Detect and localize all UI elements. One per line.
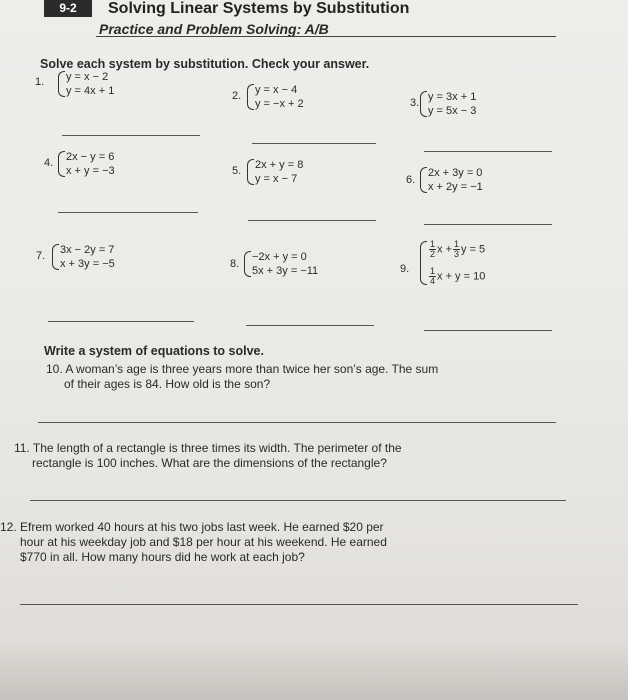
problem-9-answer-line[interactable] <box>424 330 552 331</box>
problem-7-eq1: 3x − 2y = 7 <box>60 244 115 256</box>
problem-2-number: 2. <box>232 90 242 102</box>
problem-4-number: 4. <box>44 157 54 169</box>
problem-10-answer-line[interactable] <box>38 422 556 423</box>
problem-5-system <box>247 158 303 186</box>
problem-9-system <box>420 240 485 286</box>
fraction-one-half: $\frac{1}{2}$ <box>430 239 436 259</box>
problem-1-number: 1. <box>35 76 45 88</box>
worksheet-subtitle: Practice and Problem Solving: A/B <box>99 21 329 37</box>
problem-2-eq2: y = −x + 2 <box>255 98 304 110</box>
problem-10: 10. A woman’s age is three years more than twice her son’s age. The sum of their ages is 84. How old is the son? <box>46 362 439 391</box>
lesson-tag: 9-2 <box>44 0 92 17</box>
problem-7-answer-line[interactable] <box>48 321 194 322</box>
worksheet-title: Solving Linear Systems by Substitution <box>108 0 410 17</box>
problem-11: 11. The length of a rectangle is three times its width. The perimeter of the rectangle is 100 inches. What are the dimensions of the rectangle? <box>14 441 402 470</box>
problem-2-answer-line[interactable] <box>252 143 376 144</box>
fraction-one-third: $\frac{1}{3}$ <box>454 239 460 259</box>
problem-7-system <box>52 243 115 271</box>
problem-6-answer-line[interactable] <box>424 224 552 225</box>
fraction-one-quarter: $\frac{1}{4}$ <box>430 266 436 286</box>
header-rule <box>96 36 556 37</box>
problem-7-number: 7. <box>36 250 46 262</box>
problem-4-answer-line[interactable] <box>58 212 198 213</box>
problem-8-system <box>244 250 318 278</box>
problem-1-eq2: y = 4x + 1 <box>66 85 115 97</box>
instructions: Solve each system by substitution. Check your answer. <box>40 57 370 71</box>
problem-8-eq1: −2x + y = 0 <box>252 251 307 263</box>
problem-9-eq2: $\frac{1}{4}$ x + y = 10 <box>430 266 486 286</box>
problem-8-number: 8. <box>230 258 240 270</box>
problem-4-eq2: x + y = −3 <box>66 165 115 177</box>
problem-3-number: 3. <box>410 97 420 109</box>
problem-4-system <box>58 150 115 178</box>
problem-6-eq2: x + 2y = −1 <box>428 181 483 193</box>
problem-3-answer-line[interactable] <box>424 151 552 152</box>
problem-6-eq1: 2x + 3y = 0 <box>428 167 483 179</box>
problem-2-system <box>247 83 304 111</box>
problem-12: 12. Efrem worked 40 hours at his two jobs last week. He earned $20 per hour at his weekday job and $18 per hour at his weekend. He earned $770 in all. How many hours did he work at each job? <box>0 520 387 564</box>
problem-1-answer-line[interactable] <box>62 135 200 136</box>
problem-9-number: 9. <box>400 263 410 275</box>
problem-7-eq2: x + 3y = −5 <box>60 258 115 270</box>
problem-9-eq1: $\frac{1}{2}$ x + $\frac{1}{3}$ y = 5 <box>430 239 486 259</box>
problem-5-eq1: 2x + y = 8 <box>255 159 304 171</box>
problem-3-system <box>420 90 476 118</box>
problem-3-eq2: y = 5x − 3 <box>428 105 477 117</box>
problem-1-system <box>58 70 114 98</box>
problem-3-eq1: y = 3x + 1 <box>428 91 477 103</box>
problem-8-eq2: 5x + 3y = −11 <box>252 265 319 277</box>
problem-5-number: 5. <box>232 165 242 177</box>
problem-8-answer-line[interactable] <box>246 325 374 326</box>
section-title: Write a system of equations to solve. <box>44 344 264 358</box>
problem-6-number: 6. <box>406 174 416 186</box>
problem-6-system <box>420 166 483 194</box>
page-shadow <box>0 640 628 700</box>
problem-5-eq2: y = x − 7 <box>255 173 298 185</box>
problem-4-eq1: 2x − y = 6 <box>66 151 115 163</box>
problem-5-answer-line[interactable] <box>248 220 376 221</box>
problem-12-answer-line[interactable] <box>20 604 578 605</box>
problem-2-eq1: y = x − 4 <box>255 84 298 96</box>
problem-11-answer-line[interactable] <box>30 500 566 501</box>
problem-1-eq1: y = x − 2 <box>66 71 109 83</box>
